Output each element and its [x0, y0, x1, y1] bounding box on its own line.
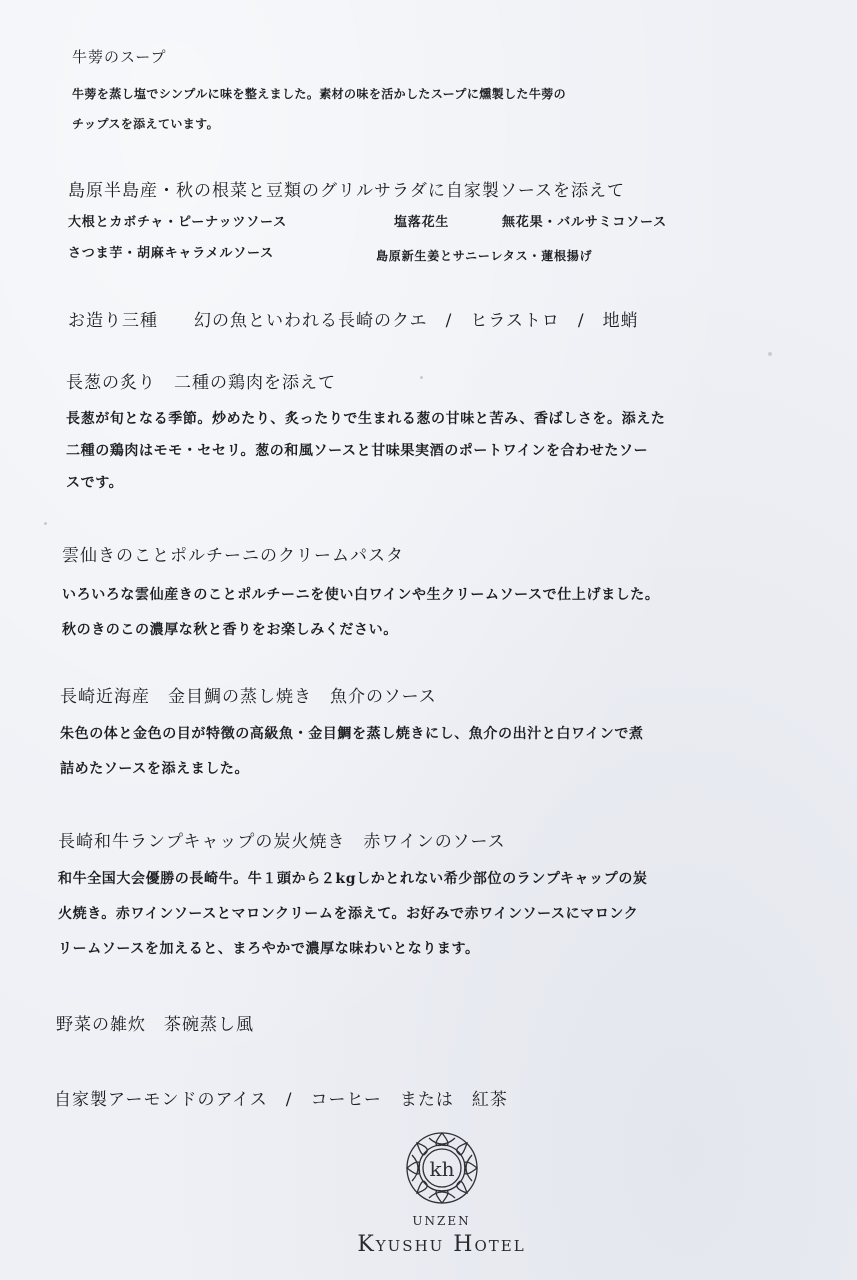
logo-hotel-name: Kyushu Hotel: [357, 1232, 526, 1257]
salad-item: さつま芋・胡麻キャラメルソース: [68, 246, 274, 261]
paper-speck: [44, 522, 47, 525]
course-title: 牛蒡のスープ: [72, 48, 167, 66]
course-title: 自家製アーモンドのアイス / コーヒー または 紅茶: [54, 1090, 508, 1110]
course-title: 長崎和牛ランプキャップの炭火焼き 赤ワインのソース: [58, 832, 506, 852]
salad-item: 塩落花生: [394, 215, 450, 230]
course-description-line: スです。: [66, 475, 124, 491]
course-description-line: リームソースを加えると、まろやかで濃厚な味わいとなります。: [58, 941, 480, 957]
course-description-line: いろいろな雲仙産きのことポルチーニを使い白ワインや生クリームソースで仕上げました。: [62, 587, 660, 603]
logo-location: UNZEN: [412, 1214, 471, 1228]
salad-item: 大根とカボチャ・ピーナッツソース: [68, 215, 287, 230]
course-title: 長葱の炙り 二種の鶏肉を添えて: [66, 373, 336, 393]
course-description-line: 長葱が旬となる季節。炒めたり、炙ったりで生まれる葱の甘味と苦み、香ばしさを。添えた: [66, 411, 666, 427]
course-title: 島原半島産・秋の根菜と豆類のグリルサラダに自家製ソースを添えて: [68, 181, 625, 201]
course-description-line: 牛蒡を蒸し塩でシンプルに味を整えました。素材の味を活かしたスープに燻製した牛蒡の: [72, 87, 567, 101]
course-title: 長崎近海産 金目鯛の蒸し焼き 魚介のソース: [60, 687, 437, 707]
course-title: お造り三種 幻の魚といわれる長崎のクエ / ヒラストロ / 地蛸: [68, 311, 639, 331]
course-description-line: 詰めたソースを添えました。: [60, 761, 250, 777]
course-description-line: 二種の鶏肉はモモ・セセリ。葱の和風ソースと甘味果実酒のポートワインを合わせたソー: [66, 443, 649, 459]
course-description-line: チップスを添えています。: [72, 117, 220, 131]
course-description-line: 朱色の体と金色の目が特徴の高級魚・金目鯛を蒸し焼きにし、魚介の出汁と白ワインで煮: [60, 726, 644, 742]
course-title: 野菜の雑炊 茶碗蒸し風: [56, 1015, 254, 1035]
circular-floral-crest-icon: [402, 1128, 482, 1208]
course-title: 雲仙きのことポルチーニのクリームパスタ: [62, 546, 404, 566]
salad-item: 島原新生姜とサニーレタス・蓮根揚げ: [376, 249, 593, 263]
salad-item: 無花果・バルサミコソース: [502, 215, 667, 230]
crest-monogram: kh: [429, 1157, 455, 1181]
paper-speck: [768, 352, 772, 356]
course-description-line: 火焼き。赤ワインソースとマロンクリームを添えて。お好みで赤ワインソースにマロンク: [58, 906, 639, 922]
course-description-line: 和牛全国大会優勝の長崎牛。牛１頭から２kgしかとれない希少部位のランプキャップの炭: [58, 871, 648, 887]
course-description-line: 秋のきのこの濃厚な秋と香りをお楽しみください。: [62, 622, 398, 638]
paper-speck: [420, 376, 423, 379]
hotel-logo: [0, 1128, 857, 1268]
